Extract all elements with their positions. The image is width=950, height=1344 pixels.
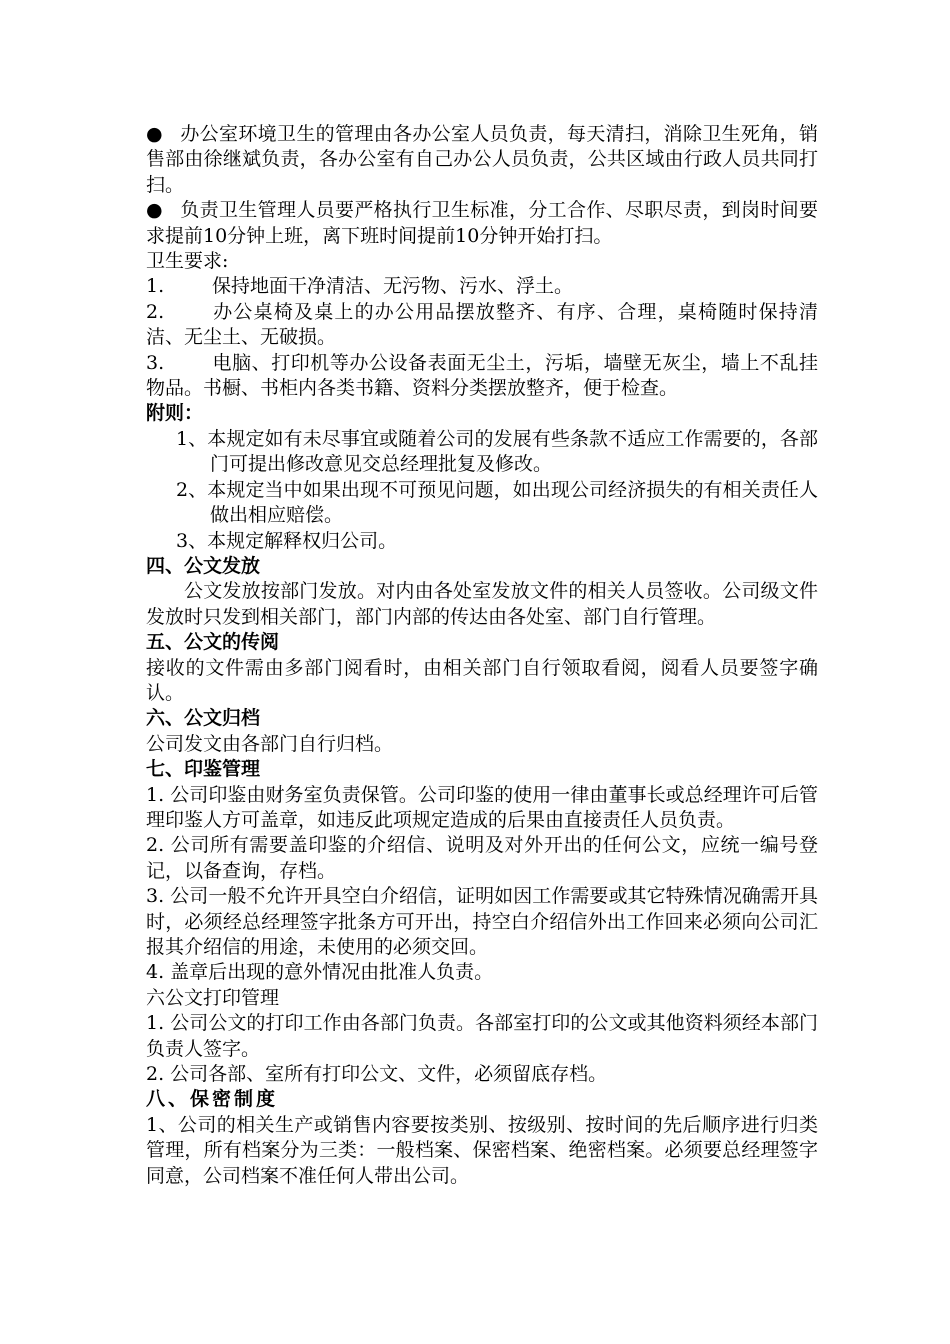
- section-paragraph: 接收的文件需由多部门阅看时，由相关部门自行领取看阅，阅看人员要签字确认。: [146, 656, 818, 704]
- appendix-heading: 附则：: [146, 402, 204, 425]
- list-item: 3. 电脑、打印机等办公设备表面无尘土，污垢，墙壁无灰尘，墙上不乱挂物品。书橱、书柜内各类书籍、资料分类摆放整齐，便于检查。: [146, 351, 818, 400]
- list-item: 3、本规定解释权归公司。: [176, 529, 398, 552]
- section-heading: 八、保密制度: [146, 1088, 279, 1111]
- list-item: 3. 公司一般不允许开具空白介绍信，证明如因工作需要或其它特殊情况确需开具时，必须经总经理签字批条方可开出，持空白介绍信外出工作回来必须向公司汇报其介绍信的用途，未使用的必须交回。: [146, 885, 818, 958]
- document-body: [146, 122, 818, 1189]
- bullet-paragraph: ● 办公室环境卫生的管理由各办公室人员负责，每天清扫，消除卫生死角，销售部由徐继斌负责，各办公室有自己办公人员负责，公共区域由行政人员共同打扫。: [146, 123, 818, 196]
- bullet-paragraph: ● 负责卫生管理人员要严格执行卫生标准，分工合作、尽职尽责，到岗时间要求提前10分钟上班，离下班时间提前10分钟开始打扫。: [146, 199, 818, 247]
- section-heading: 四、公文发放: [146, 554, 261, 577]
- hygiene-list: [146, 274, 818, 401]
- bullet-icon: ●: [146, 123, 163, 145]
- list-item: 4. 盖章后出现的意外情况由批准人负责。: [146, 961, 494, 984]
- list-item: 1、本规定如有未尽事宜或随着公司的发展有些条款不适应工作需要的，各部门可提出修改意见交总经理批复及修改。: [176, 427, 818, 476]
- section-heading: 七、印鉴管理: [146, 758, 261, 781]
- section-heading: 五、公文的传阅: [146, 631, 280, 654]
- list-item: 2. 办公桌椅及桌上的办公用品摆放整齐、有序、合理，桌椅随时保持清洁、无尘土、无破损。: [146, 300, 818, 349]
- hygiene-heading: 卫生要求:: [146, 250, 229, 273]
- bullet-icon: ●: [146, 199, 163, 222]
- list-item: 1. 公司印鉴由财务室负责保管。公司印鉴的使用一律由董事长或总经理许可后管理印鉴人方可盖章，如违反此项规定造成的后果由直接责任人员负责。: [146, 783, 818, 831]
- section-heading: 六公文打印管理: [146, 986, 280, 1009]
- list-item: 1. 保持地面干净清洁、无污物、污水、浮土。: [146, 275, 574, 298]
- section-heading: 六、公文归档: [146, 707, 261, 730]
- list-item: 2. 公司各部、室所有打印公文、文件，必须留底存档。: [146, 1063, 608, 1086]
- section-paragraph: 1、公司的相关生产或销售内容要按类别、按级别、按时间的先后顺序进行归类管理，所有档案分为三类：一般档案、保密档案、绝密档案。必须要总经理签字同意，公司档案不准任何人带出公司。: [146, 1113, 818, 1187]
- list-item: 2. 公司所有需要盖印鉴的介绍信、说明及对外开出的任何公文，应统一编号登记，以备查询，存档。: [146, 834, 818, 882]
- section-paragraph: 公司发文由各部门自行归档。: [146, 732, 394, 755]
- list-item: 2、本规定当中如果出现不可预见问题，如出现公司经济损失的有相关责任人做出相应赔偿。: [176, 478, 818, 527]
- list-item: 1. 公司公文的打印工作由各部门负责。各部室打印的公文或其他资料须经本部门负责人签字。: [146, 1012, 818, 1060]
- section-paragraph: 公文发放按部门发放。对内由各处室发放文件的相关人员签收。公司级文件发放时只发到相关部门，部门内部的传达由各处室、部门自行管理。: [146, 580, 818, 628]
